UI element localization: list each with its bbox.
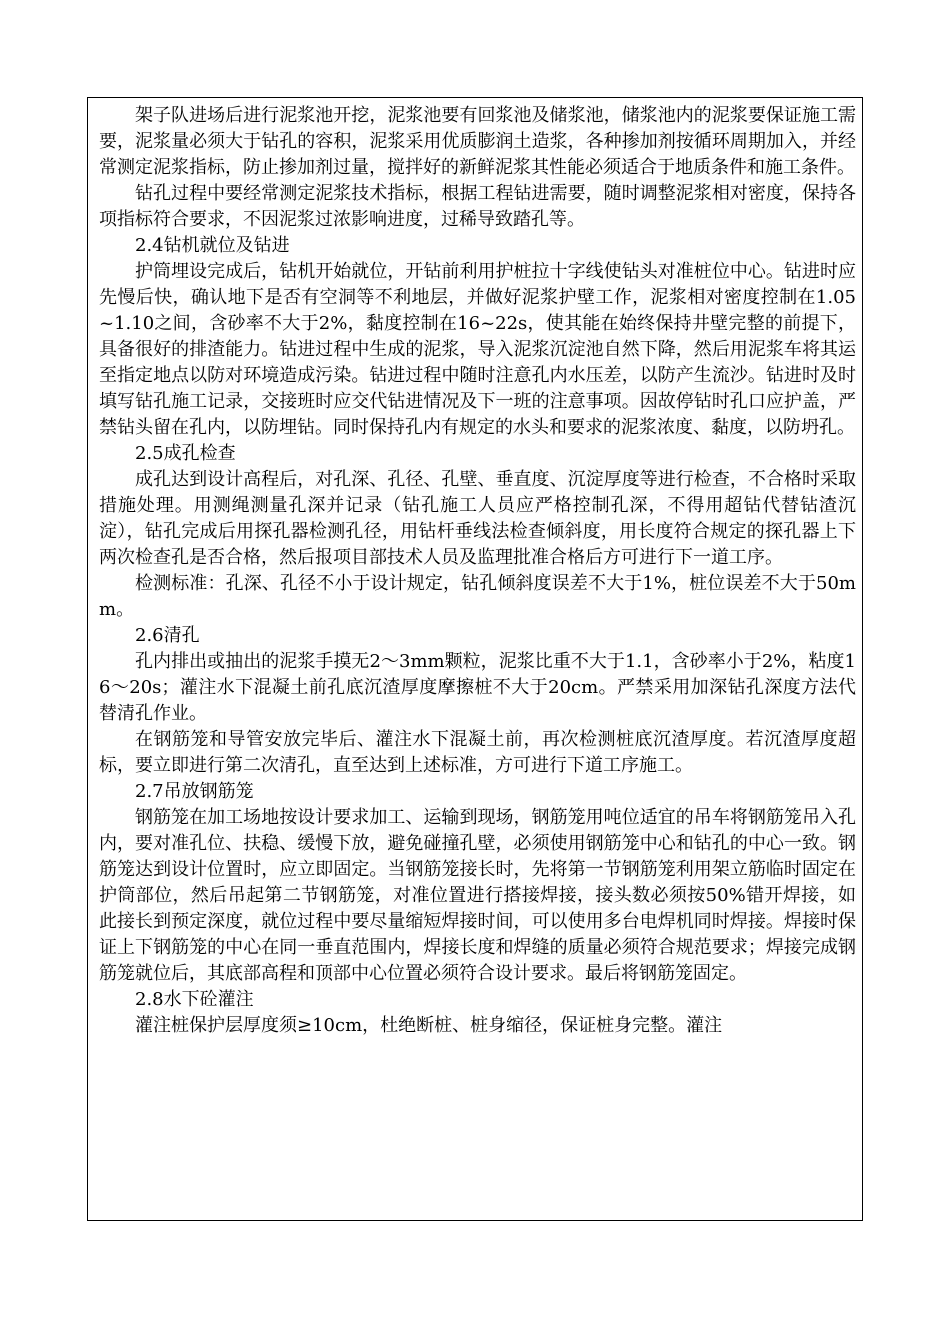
body-paragraph: 架子队进场后进行泥浆池开挖，泥浆池要有回浆池及储浆池，储浆池内的泥浆要保证施工需要，泥浆量必须大于钻孔的容积，泥浆采用优质膨润土造浆，各种掺加剂按循环周期加入，并经常测定泥浆指标，防止掺加剂过量，搅拌好的新鲜泥浆其性能必须适合于地质条件和施工条件。 — [99, 105, 856, 178]
body-paragraph: 护筒埋设完成后，钻机开始就位，开钻前利用护桩拉十字线使钻头对准桩位中心。钻进时应先慢后快，确认地下是否有空洞等不利地层，并做好泥浆护壁工作，泥浆相对密度控制在1.05~1.10之间，含砂率不大于2%，黏度控制在16~22s，使其能在始终保持井壁完整的前提下，具备很好的排渣能力。钻进过程中生成的泥浆，导入泥浆沉淀池自然下降，然后用泥浆车将其运至指定地点以防对环境造成污染。钻进过程中随时注意孔内水压差，以防产生流沙。钻进时及时填写钻孔施工记录，交接班时应交代钻进情况及下一班的注意事项。因故停钻时孔口应护盖，严禁钻头留在孔内，以防埋钻。同时保持孔内有规定的水头和要求的泥浆浓度、黏度，以防坍孔。 — [99, 261, 856, 438]
section-heading: 2.6清孔 — [135, 625, 200, 646]
body-paragraph: 在钢筋笼和导管安放完毕后、灌注水下混凝土前，再次检测桩底沉渣厚度。若沉渣厚度超标，要立即进行第二次清孔，直至达到上述标准，方可进行下道工序施工。 — [99, 729, 856, 776]
document-table-cell — [87, 97, 863, 1221]
section-heading: 2.5成孔检查 — [135, 443, 236, 464]
section-heading: 2.7吊放钢筋笼 — [135, 781, 254, 802]
section-heading: 2.8水下砼灌注 — [135, 989, 254, 1010]
body-paragraph: 检测标准：孔深、孔径不小于设计规定，钻孔倾斜度误差不大于1%，桩位误差不大于50mm。 — [99, 573, 856, 620]
body-paragraph: 钻孔过程中要经常测定泥浆技术指标，根据工程钻进需要，随时调整泥浆相对密度，保持各项指标符合要求，不因泥浆过浓影响进度，过稀导致踏孔等。 — [99, 183, 856, 230]
body-paragraph: 钢筋笼在加工场地按设计要求加工、运输到现场，钢筋笼用吨位适宜的吊车将钢筋笼吊入孔内，要对准孔位、扶稳、缓慢下放，避免碰撞孔壁，必须使用钢筋笼中心和钻孔的中心一致。钢筋笼达到设计位置时，应立即固定。当钢筋笼接长时，先将第一节钢筋笼利用架立筋临时固定在护筒部位，然后吊起第二节钢筋笼，对准位置进行搭接焊接，接头数必须按50%错开焊接，如此接长到预定深度，就位过程中要尽量缩短焊接时间，可以使用多台电焊机同时焊接。焊接时保证上下钢筋笼的中心在同一垂直范围内，焊接长度和焊缝的质量必须符合规范要求；焊接完成钢筋笼就位后，其底部高程和顶部中心位置必须符合设计要求。最后将钢筋笼固定。 — [99, 807, 856, 984]
body-paragraph: 灌注桩保护层厚度须≥10cm，杜绝断桩、桩身缩径，保证桩身完整。灌注 — [135, 1015, 723, 1036]
body-paragraph: 孔内排出或抽出的泥浆手摸无2～3mm颗粒，泥浆比重不大于1.1，含砂率小于2%，粘度16～20s；灌注水下混凝土前孔底沉渣厚度摩擦桩不大于20cm。严禁采用加深钻孔深度方法代替清孔作业。 — [99, 651, 856, 724]
body-paragraph: 成孔达到设计高程后，对孔深、孔径、孔壁、垂直度、沉淀厚度等进行检查，不合格时采取措施处理。用测绳测量孔深并记录（钻孔施工人员应严格控制孔深，不得用超钻代替钻渣沉淀），钻孔完成后用探孔器检测孔径，用钻杆垂线法检查倾斜度，用长度符合规定的探孔器上下两次检查孔是否合格，然后报项目部技术人员及监理批准合格后方可进行下一道工序。 — [99, 469, 856, 568]
section-heading: 2.4钻机就位及钻进 — [135, 235, 290, 256]
